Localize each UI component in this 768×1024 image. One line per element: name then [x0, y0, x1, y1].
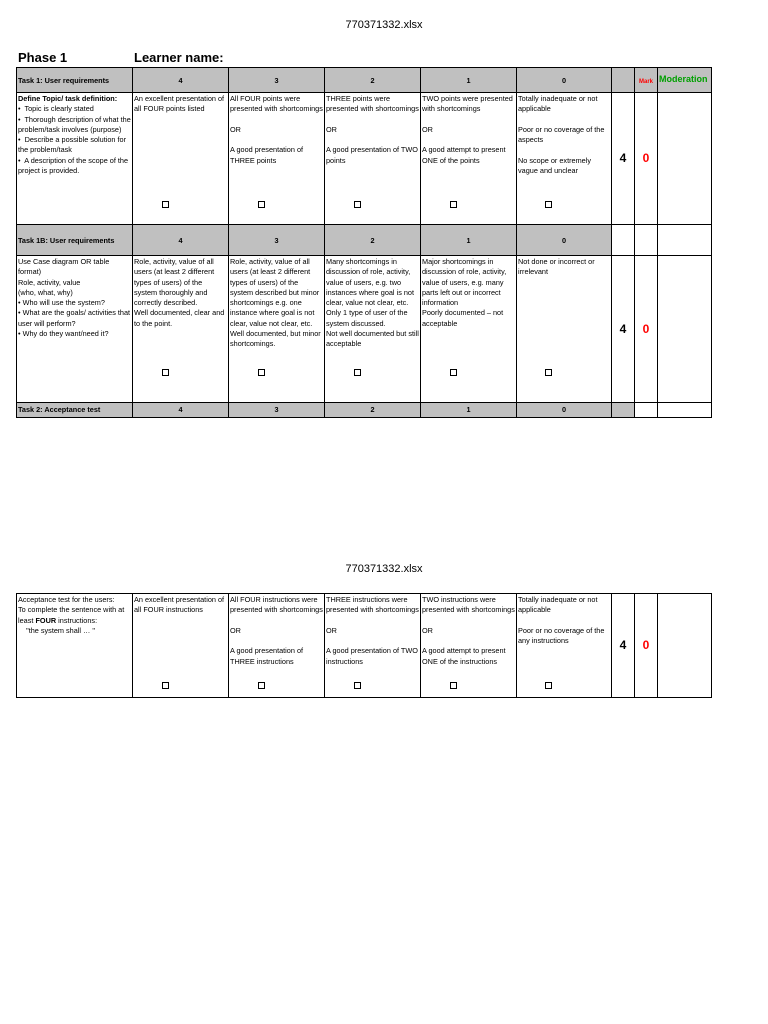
score-header-1: 1	[420, 67, 517, 93]
task1b-blank-1	[611, 224, 635, 256]
task1-level-0: Totally inadequate or not applicable Poor or no coverage of the aspects No scope or extremely vague and unclear	[516, 92, 612, 225]
task2-moderation-cell[interactable]	[657, 593, 712, 698]
task1b-blank-3	[657, 224, 712, 256]
task2-score-1: 1	[420, 402, 517, 418]
score-header-4: 4	[132, 67, 229, 93]
task1b-level-4: Role, activity, value of all users (at least 2 different types of users) of the system thoroughly and correctly described. Well documented, clear and to the point.	[132, 255, 229, 403]
task1-checkbox-4[interactable]	[162, 201, 169, 208]
moderation-header: Moderation	[657, 67, 712, 93]
task1-checkbox-1[interactable]	[450, 201, 457, 208]
task1b-blank-2	[634, 224, 658, 256]
task1b-level-1: Major shortcomings in discussion of role, activity, value of users, e.g. many parts left out or incorrect information Poorly documented – not acceptable	[420, 255, 517, 403]
task1b-score-2: 2	[324, 224, 421, 256]
task1-level-1: TWO points were presented with shortcomings OR A good attempt to present ONE of the points	[420, 92, 517, 225]
task1b-checkbox-0[interactable]	[545, 369, 552, 376]
task2-blank-2	[634, 402, 658, 418]
task2-level-3: All FOUR instructions were presented with shortcomings OR A good presentation of THREE instructions	[228, 593, 325, 698]
task2-header: Task 2: Acceptance test	[16, 402, 133, 418]
task1-header: Task 1: User requirements	[16, 67, 133, 93]
task1b-checkbox-1[interactable]	[450, 369, 457, 376]
task2-checkbox-4[interactable]	[162, 682, 169, 689]
task1-level-3: All FOUR points were presented with shortcomings OR A good presentation of THREE points	[228, 92, 325, 225]
task2-score-3: 3	[228, 402, 325, 418]
task2-score-4: 4	[132, 402, 229, 418]
task2-checkbox-2[interactable]	[354, 682, 361, 689]
task1b-level-2: Many shortcomings in discussion of role, activity, value of users, e.g. two instances where goal is not clear, value not clear, etc. Only 1 type of user of the system discussed. Not well documented but still acceptable	[324, 255, 421, 403]
task2-mark: 4	[611, 593, 635, 698]
task1b-header: Task 1B: User requirements	[16, 224, 133, 256]
task1b-score-0: 0	[516, 224, 612, 256]
task1-checkbox-0[interactable]	[545, 201, 552, 208]
page-title-2: 770371332.xlsx	[345, 563, 423, 575]
task1b-checkbox-3[interactable]	[258, 369, 265, 376]
task2-checkbox-0[interactable]	[545, 682, 552, 689]
task1-level-4: An excellent presentation of all FOUR points listed	[132, 92, 229, 225]
task2-score-2: 2	[324, 402, 421, 418]
task1b-score-1: 1	[420, 224, 517, 256]
learner-name-label: Learner name:	[134, 50, 224, 65]
task1b-moderation: 0	[634, 255, 658, 403]
task2-level-1: TWO instructions were presented with shortcomings OR A good attempt to present ONE of the instructions	[420, 593, 517, 698]
task1b-checkbox-4[interactable]	[162, 369, 169, 376]
task1b-level-3: Role, activity, value of all users (at least 2 different types of users) of the system described but minor shortcomings e.g. one instance where goal is not clear, value not clear, etc. Well documented, but minor shortcomings.	[228, 255, 325, 403]
task2-level-4: An excellent presentation of all FOUR instructions	[132, 593, 229, 698]
task1-criteria: Define Topic/ task definition: • Topic is clearly stated • Thorough description of what the problem/task involves (purpose) • Describe a possible solution for the problem/task • A description of the scope of the project is provided.	[16, 92, 133, 225]
task1b-moderation-cell[interactable]	[657, 255, 712, 403]
task1b-level-0: Not done or incorrect or irrelevant	[516, 255, 612, 403]
task2-blank-1	[611, 402, 635, 418]
mark-header: Mark	[634, 67, 658, 93]
page-title: 770371332.xlsx	[345, 19, 423, 31]
task2-criteria: Acceptance test for the users: To complete the sentence with at least FOUR instructions: "the system shall … "	[16, 593, 133, 698]
task1b-mark: 4	[611, 255, 635, 403]
task1-mark: 4	[611, 92, 635, 225]
task1b-checkbox-2[interactable]	[354, 369, 361, 376]
task2-checkbox-1[interactable]	[450, 682, 457, 689]
task1-moderation-cell[interactable]	[657, 92, 712, 225]
task2-level-2: THREE instructions were presented with shortcomings OR A good presentation of TWO instructions	[324, 593, 421, 698]
task2-score-0: 0	[516, 402, 612, 418]
task1b-criteria: Use Case diagram OR table format) Role, activity, value (who, what, why) • Who will use the system? • What are the goals/ activities that user will perform? • Why do they want/need it?	[16, 255, 133, 403]
phase-label: Phase 1	[18, 50, 68, 65]
score-header-3: 3	[228, 67, 325, 93]
task2-blank-3	[657, 402, 712, 418]
task2-moderation: 0	[634, 593, 658, 698]
task1-checkbox-2[interactable]	[354, 201, 361, 208]
task1-level-2: THREE points were presented with shortcomings OR A good presentation of TWO points	[324, 92, 421, 225]
task1b-score-3: 3	[228, 224, 325, 256]
task1b-score-4: 4	[132, 224, 229, 256]
task2-checkbox-3[interactable]	[258, 682, 265, 689]
blank-header	[611, 67, 635, 93]
score-header-2: 2	[324, 67, 421, 93]
task1-moderation: 0	[634, 92, 658, 225]
task1-checkbox-3[interactable]	[258, 201, 265, 208]
task2-level-0: Totally inadequate or not applicable Poor or no coverage of the any instructions	[516, 593, 612, 698]
score-header-0: 0	[516, 67, 612, 93]
